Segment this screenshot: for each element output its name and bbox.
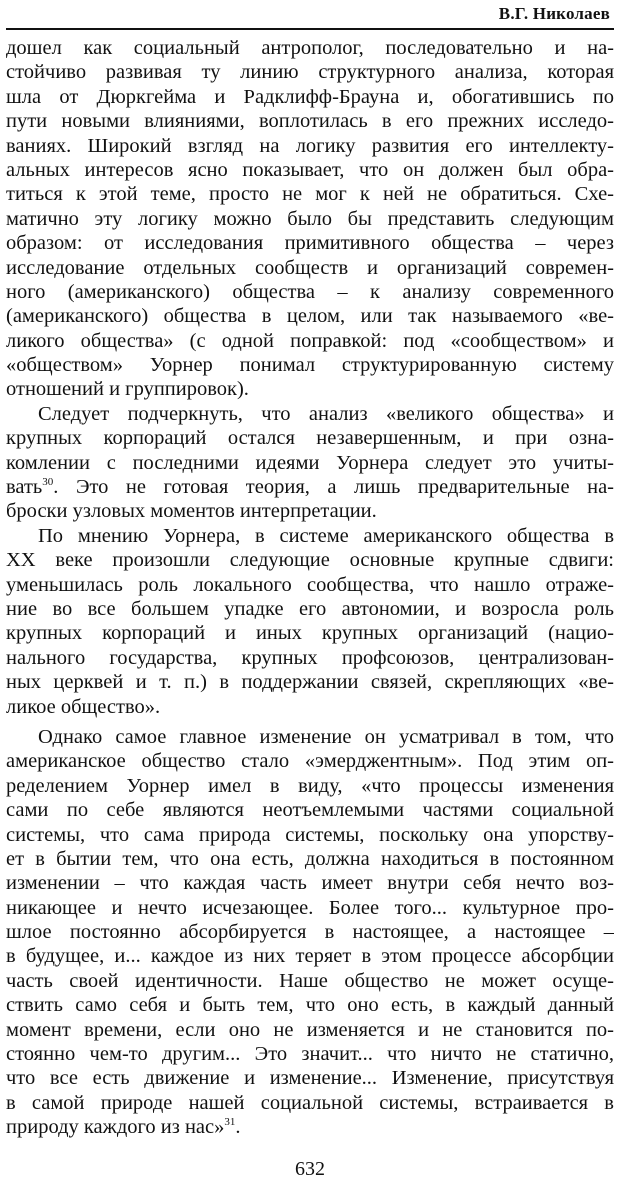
text-line: стойчиво развивая ту линию структурного анализа, которая (6, 61, 614, 84)
text-line: образом: от исследования примитивного общества – через (6, 232, 614, 255)
text-line (6, 475, 614, 499)
text-line: комлении с последними идеями Уорнера следует это учиты- (6, 451, 614, 474)
text-line: нального государства, крупных профсоюзов, централизован- (6, 646, 614, 669)
paragraph-2 (6, 402, 614, 524)
text-line: никающее и нечто исчезающее. Более того... культурное про- (6, 896, 614, 919)
text-line: ных церквей и т. п.) в поддержании связей, скрепляющих «ве- (6, 671, 614, 694)
text-line: ет в бытии тем, что она есть, должна находиться в постоянном (6, 847, 614, 870)
text-line: титься к этой теме, просто не мог к ней не обратиться. Схе- (6, 183, 614, 206)
text-line: ределением Уорнер имел в виду, «что процессы изменения (6, 774, 614, 797)
text-line (6, 1115, 614, 1139)
text-line: в самой природе нашей социальной системы, встраивается в (6, 1091, 614, 1114)
text-line: ствить само себя и быть тем, что оно есть, в каждый данный (6, 994, 614, 1017)
text-line: американское общество стало «эмерджентным». Под этим оп- (6, 750, 614, 773)
header-rule (6, 28, 614, 30)
text-fragment: . (235, 1116, 241, 1139)
text-fragment: . Это не готовая теория, а лишь предварительные на- (53, 476, 614, 499)
text-line: часть своей идентичности. Наше общество не может осуще- (6, 969, 614, 992)
text-line: Следует подчеркнуть, что анализ «великого общества» и (38, 402, 614, 425)
paragraph-1 (6, 36, 614, 402)
text-line: сами по себе являются неотъемлемыми частями социальной (6, 799, 614, 822)
text-line: дошел как социальный антрополог, последовательно и на- (6, 37, 614, 59)
text-line: шлое постоянно абсорбируется в настоящее, а настоящее – (6, 921, 614, 944)
text-line: ние во все большем упадке его автономии, и возросла роль (6, 597, 614, 620)
text-line: системы, что сама природа системы, поскольку она упорству- (6, 823, 614, 846)
text-line: XX веке произошли следующие основные крупные сдвиги: (6, 549, 614, 572)
text-line: ликое общество». (6, 695, 161, 718)
text-line: (американского) общества в целом, или так называемого «ве- (6, 305, 614, 328)
page-number: 632 (295, 1158, 325, 1180)
text-line: Однако самое главное изменение он усматривал в том, что (38, 725, 614, 748)
text-line: альных интересов ясно показывает, что он должен был обра- (6, 158, 614, 181)
text-line: шла от Дюркгейма и Радклифф-Брауна и, обогатившись по (6, 85, 614, 108)
text-line: крупных корпораций и иных крупных организаций (нацио- (6, 622, 614, 645)
paragraph-4 (6, 725, 614, 1140)
text-line: изменении – что каждая часть имеет внутри себя нечто воз- (6, 872, 614, 895)
text-line: ликого общества» (с одной поправкой: под «сообществом» и (6, 329, 614, 352)
text-line: «обществом» Уорнер понимал структурированную систему (6, 354, 614, 377)
text-line: стоянно чем-то другим... Это значит... что ничто не статично, (6, 1043, 614, 1066)
text-line: крупных корпораций остался незавершенным, и при озна- (6, 427, 614, 450)
text-line: в будущее, и... каждое из них теряет в этом процессе абсорбции (6, 945, 614, 968)
text-line: ного (американского) общества – к анализу современного (6, 280, 614, 303)
text-line: пути новыми влияниями, воплотилась в его прежних исследо- (6, 110, 614, 133)
footnote-ref-31[interactable]: 31 (224, 1116, 236, 1129)
page-body (6, 36, 614, 1140)
text-line: отношений и группировок). (6, 378, 249, 401)
text-line: броски узловых моментов интерпретации. (6, 500, 377, 523)
text-fragment: природу каждого из нас» (6, 1116, 225, 1139)
text-line: уменьшилась роль локального сообщества, что нашло отраже- (6, 573, 614, 596)
text-line: что все есть движение и изменение... Изменение, присутствуя (6, 1067, 614, 1090)
text-line: исследование отдельных сообществ и организаций современ- (6, 256, 614, 279)
text-fragment: вать (6, 476, 43, 499)
text-line: По мнению Уорнера, в системе американского общества в (38, 524, 614, 547)
paragraph-3 (6, 524, 614, 719)
text-line: ваниях. Широкий взгляд на логику развития его интеллекту- (6, 134, 614, 157)
running-head: В.Г. Николаев (498, 4, 610, 23)
text-line: матично эту логику можно было бы представить следующим (6, 207, 614, 230)
footnote-ref-30[interactable]: 30 (42, 476, 54, 489)
text-line: момент времени, если оно не изменяется и не становится по- (6, 1018, 614, 1041)
